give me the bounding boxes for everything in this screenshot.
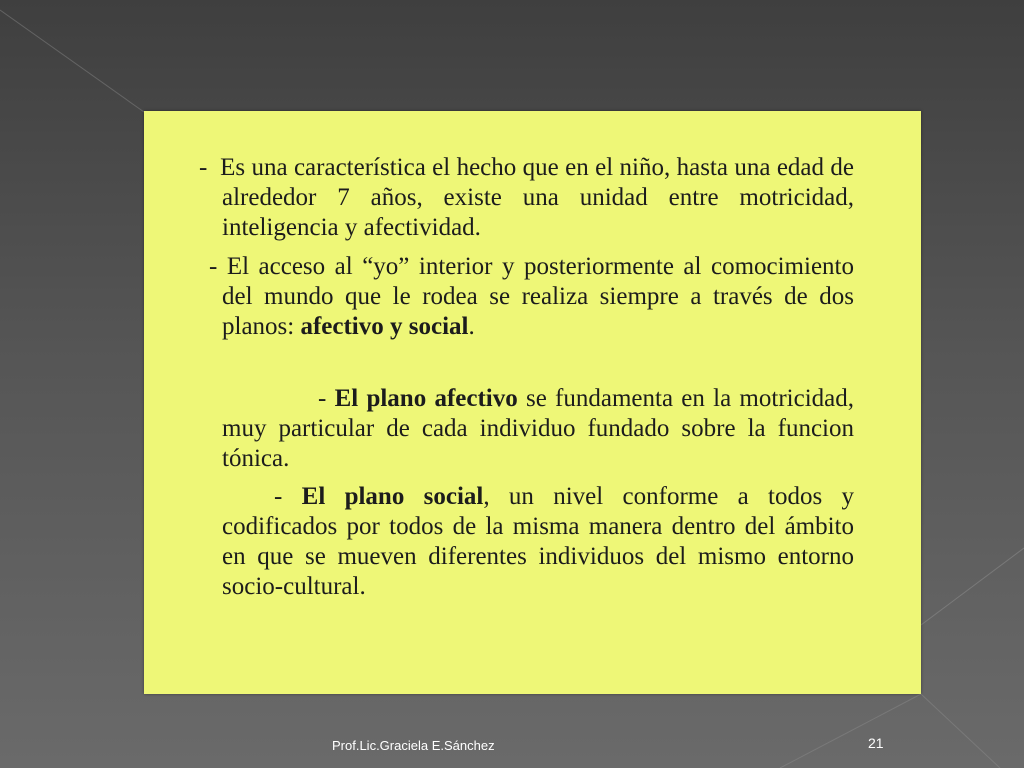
bullet-dash: - [318,385,335,412]
paragraph-text-end: . [468,313,475,340]
slide-content-panel [144,111,921,694]
paragraph-characteristic [199,153,854,243]
bullet-dash: - [274,483,302,510]
paragraph-text: Es una característica el hecho que en el niño, hasta una edad de alrededor 7 años, existe una unidad entre motricidad, inteligencia y afectividad. [220,154,854,241]
bold-term: El plano afectivo [334,385,518,412]
paragraph-text: se fundamenta en la motricidad, muy particular de cada individuo fundado sobre la funcion tónica. [222,385,854,472]
bullet-dash: - [209,253,227,280]
paragraph-text: El acceso al “yo” interior y posteriormente al comocimiento del mundo que le rodea se realiza siempre a través de dos planos: [222,253,854,340]
paragraph-affective-plane [222,384,854,474]
slide-page-number: 21 [868,735,884,751]
paragraph-access-yo [209,252,854,342]
paragraph-text: , un nivel conforme a todos y codificados por todos de la misma manera dentro del ámbito en que se mueven diferentes individuos del mismo entorno socio-cultural. [222,483,855,600]
footer-author: Prof.Lic.Graciela E.Sánchez [332,738,495,753]
bullet-dash: - [199,154,221,181]
paragraph-social-plane [222,482,854,602]
bold-term: afectivo y social [300,313,469,340]
bold-term: El plano social [301,483,484,510]
